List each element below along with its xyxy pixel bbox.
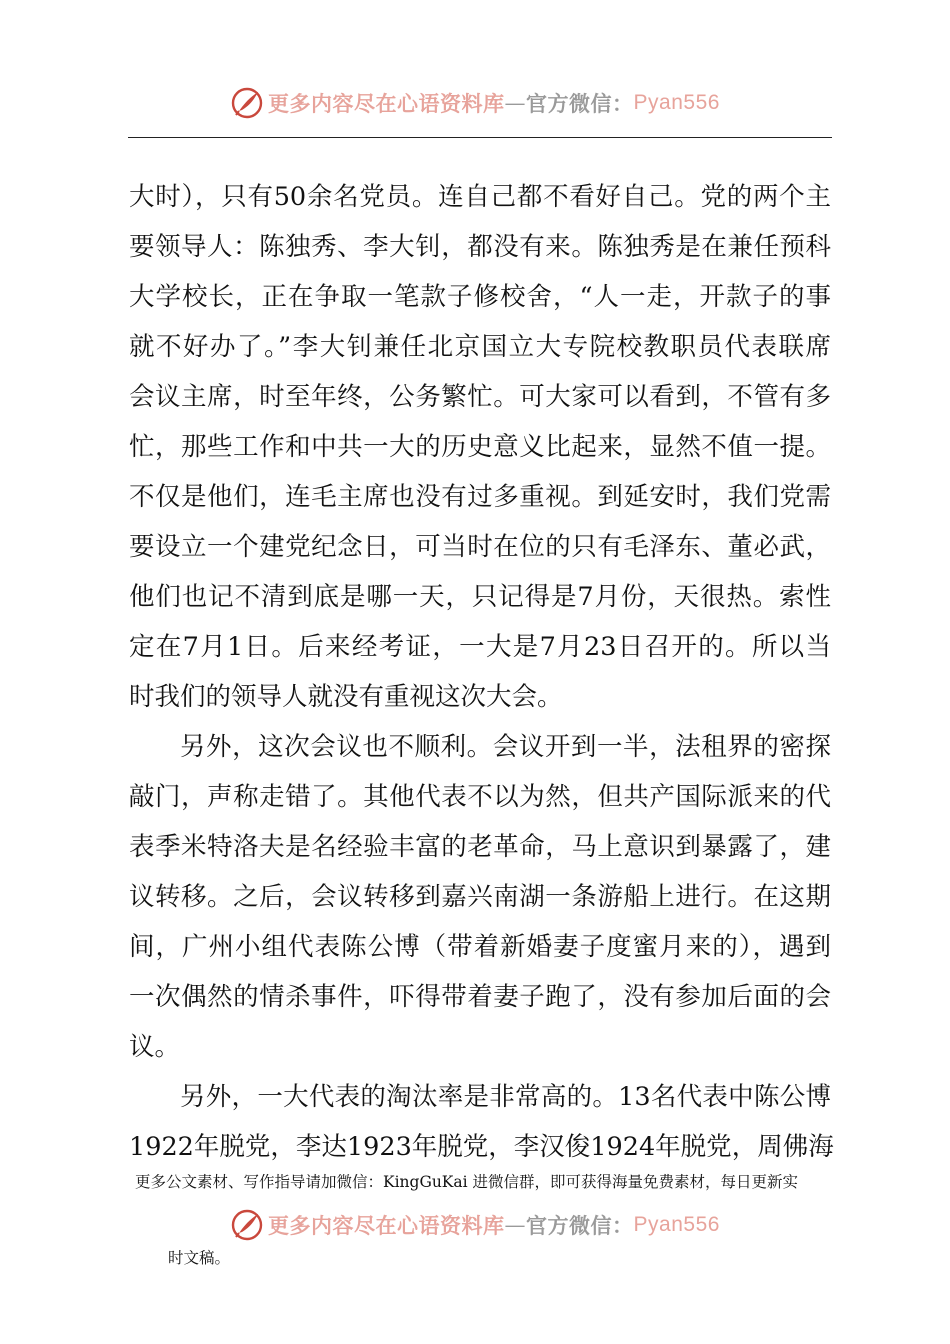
text-line: 要领导人：陈独秀、李大钊，都没有来。陈独秀是在兼任预科 bbox=[129, 232, 831, 262]
text-line: 忙，那些工作和中共一大的历史意义比起来，显然不值一提。 bbox=[129, 432, 831, 462]
header-wechat-id: Pyan556 bbox=[633, 91, 720, 114]
header-wechat-label: 官方微信： bbox=[526, 91, 634, 116]
footer-wechat-label: 官方微信： bbox=[526, 1213, 634, 1238]
footer-note: 更多公文素材、写作指导请加微信：KingGuKai 进微信群，即可获得海量免费素材，每日更新实 bbox=[135, 1173, 799, 1191]
text-line: 间，广州小组代表陈公博（带着新婚妻子度蜜月来的），遇到 bbox=[129, 932, 831, 962]
footer-wechat-id: Pyan556 bbox=[633, 1213, 720, 1236]
footer-separator: — bbox=[504, 1213, 527, 1237]
text-line: 定在7月1日。后来经考证，一大是7月23日召开的。所以当 bbox=[129, 632, 831, 662]
footer-brand: 更多内容尽在心语资料库 bbox=[268, 1213, 505, 1238]
text-line: 不仅是他们，连毛主席也没有过多重视。到延安时，我们党需 bbox=[129, 482, 831, 512]
footer-banner bbox=[0, 1208, 950, 1242]
text-line: 时我们的领导人就没有重视这次大会。 bbox=[129, 682, 563, 712]
quill-logo-icon bbox=[230, 1208, 264, 1242]
text-line: 另外，一大代表的淘汰率是非常高的。13名代表中陈公博 bbox=[180, 1082, 831, 1112]
header-brand: 更多内容尽在心语资料库 bbox=[268, 91, 505, 116]
text-line: 就不好办了。”李大钊兼任北京国立大专院校教职员代表联席 bbox=[129, 332, 831, 362]
text-line: 议转移。之后，会议转移到嘉兴南湖一条游船上进行。在这期 bbox=[129, 882, 831, 912]
text-line: 大时），只有50余名党员。连自己都不看好自己。党的两个主 bbox=[129, 182, 831, 212]
text-line: 敲门，声称走错了。其他代表不以为然，但共产国际派来的代 bbox=[129, 782, 831, 812]
text-line: 1922年脱党，李达1923年脱党，李汉俊1924年脱党，周佛海 bbox=[129, 1132, 834, 1162]
header-banner bbox=[0, 86, 950, 120]
header-divider bbox=[128, 137, 832, 138]
text-line: 表季米特洛夫是名经验丰富的老革命，马上意识到暴露了，建 bbox=[129, 832, 831, 862]
text-line: 要设立一个建党纪念日，可当时在位的只有毛泽东、董必武， bbox=[129, 532, 831, 562]
text-line: 议。 bbox=[129, 1032, 181, 1062]
document-body bbox=[129, 172, 834, 1172]
header-separator: — bbox=[504, 91, 527, 115]
text-line: 一次偶然的情杀事件，吓得带着妻子跑了，没有参加后面的会 bbox=[129, 982, 831, 1012]
text-line: 他们也记不清到底是哪一天，只记得是7月份，天很热。索性 bbox=[129, 582, 831, 612]
footer-note-tail: 时文稿。 bbox=[168, 1249, 231, 1267]
text-line: 大学校长，正在争取一笔款子修校舍，“人一走，开款子的事 bbox=[129, 282, 831, 312]
text-line: 会议主席，时至年终，公务繁忙。可大家可以看到，不管有多 bbox=[129, 382, 831, 412]
quill-logo-icon bbox=[230, 86, 264, 120]
text-line: 另外，这次会议也不顺利。会议开到一半，法租界的密探 bbox=[180, 732, 831, 762]
